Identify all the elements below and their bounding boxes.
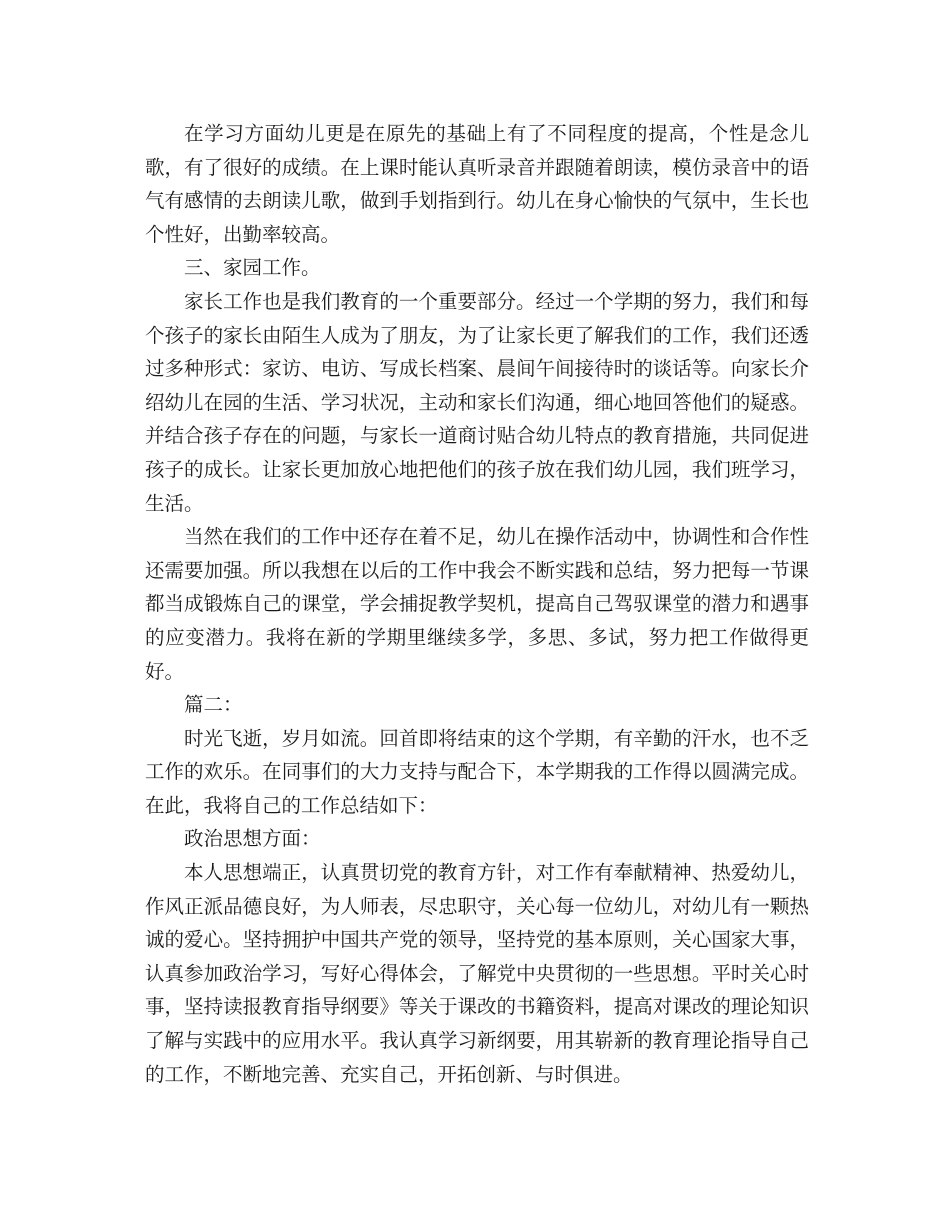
- paragraph-study-progress: 在学习方面幼儿更是在原先的基础上有了不同程度的提高，个性是念儿歌，有了很好的成绩。在上课时能认真听录音并跟随着朗读，模仿录音中的语气有感情的去朗读儿歌，做到手划指到行。幼儿在身心愉快的气氛中，生长也个性好，出勤率较高。: [145, 122, 809, 246]
- section-heading-part-two: 篇二：: [184, 693, 243, 717]
- section-heading-home-school: 三、家园工作。: [184, 256, 321, 280]
- document-body: [145, 117, 809, 1091]
- paragraph-shortcomings: 当然在我们的工作中还存在着不足，幼儿在操作活动中，协调性和合作性还需要加强。所以我想在以后的工作中我会不断实践和总结，努力把每一节课都当成锻炼自己的课堂，学会捕捉教学契机，提高自己驾驭课堂的潜力和遇事的应变潜力。我将在新的学期里继续多学，多思、多试，努力把工作做得更好。: [145, 525, 809, 683]
- paragraph-semester-intro: 时光飞逝，岁月如流。回首即将结束的这个学期，有辛勤的汗水，也不乏工作的欢乐。在同事们的大力支持与配合下，本学期我的工作得以圆满完成。在此，我将自己的工作总结如下：: [145, 726, 809, 817]
- paragraph-parent-work: 家长工作也是我们教育的一个重要部分。经过一个学期的努力，我们和每个孩子的家长由陌生人成为了朋友，为了让家长更了解我们的工作，我们还透过多种形式：家访、电访、写成长档案、晨间午间接待时的谈话等。向家长介绍幼儿在园的生活、学习状况，主动和家长们沟通，细心地回答他们的疑惑。并结合孩子存在的问题，与家长一道商讨贴合幼儿特点的教育措施，共同促进孩子的成长。让家长更加放心地把他们的孩子放在我们幼儿园，我们班学习，生活。: [145, 289, 809, 515]
- section-heading-political-thought: 政治思想方面：: [184, 827, 321, 851]
- paragraph-political-thought: 本人思想端正，认真贯切党的教育方针，对工作有奉献精神、热爱幼儿，作风正派品德良好，为人师表，尽忠职守，关心每一位幼儿，对幼儿有一颗热诚的爱心。坚持拥护中国共产党的领导，坚持党的基本原则，关心国家大事，认真参加政治学习，写好心得体会，了解党中央贯彻的一些思想。平时关心时事，坚持读报教育指导纲要》等关于课改的书籍资料，提高对课改的理论知识了解与实践中的应用水平。我认真学习新纲要，用其崭新的教育理论指导自己的工作，不断地完善、充实自己，开拓创新、与时俱进。: [145, 861, 809, 1086]
